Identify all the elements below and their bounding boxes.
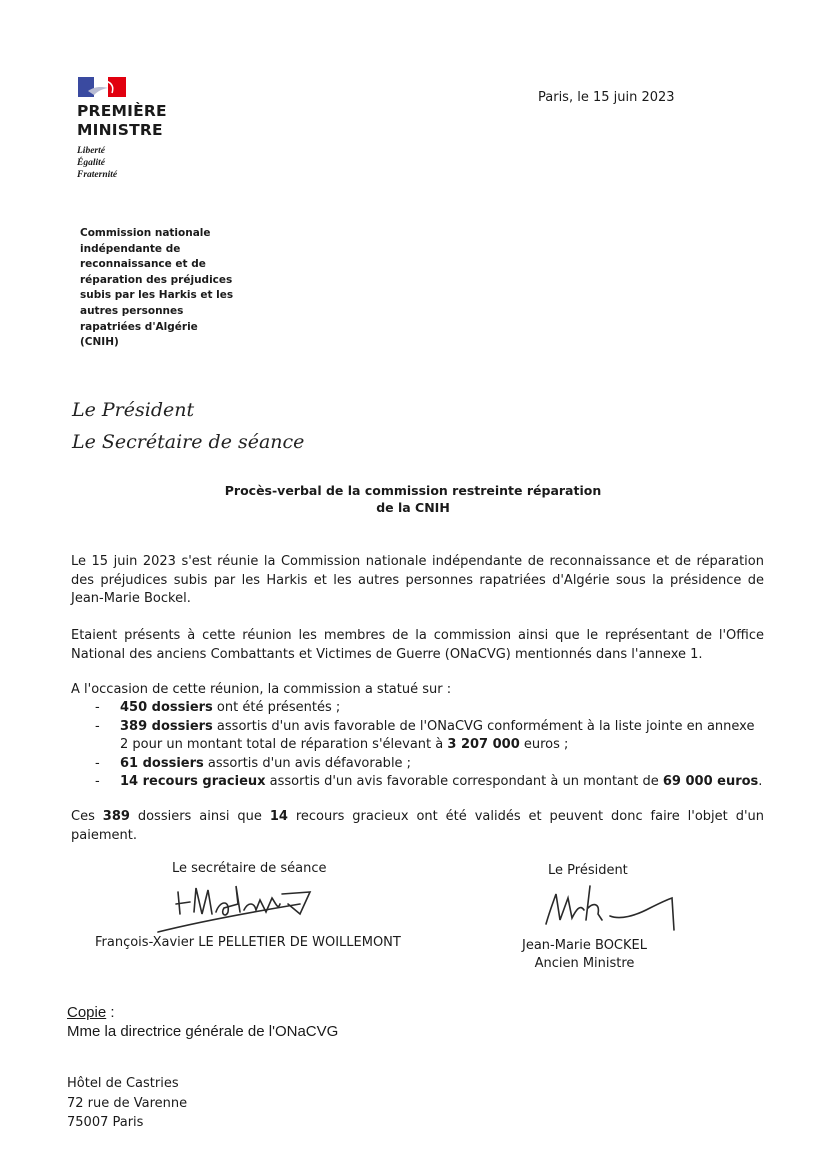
item-text: assortis d'un avis favorable correspondant à un montant de bbox=[265, 774, 663, 789]
paragraph-meeting: Le 15 juin 2023 s'est réunie la Commission nationale indépendante de reconnaissance et de réparation des préjudices subis par les Harkis et les autres personnes rapatriées d'Algérie sous la présidence de Jean-Marie Bockel. bbox=[71, 554, 764, 606]
list-item bbox=[71, 755, 764, 774]
closing-mid: dossiers ainsi que bbox=[129, 809, 270, 824]
president-name-block bbox=[522, 937, 647, 973]
motto-egalite: Égalité bbox=[77, 158, 105, 168]
paragraph-attendees: Etaient présents à cette réunion les membres de la commission ainsi que le représentant de l'Office National des anciens Combattants et Victimes de Guerre (ONaCVG) mentionnés dans l'annexe 1. bbox=[71, 628, 764, 662]
list-item bbox=[71, 773, 764, 792]
address-line-city: 75007 Paris bbox=[67, 1115, 144, 1130]
list-dash: - bbox=[95, 774, 100, 789]
paragraph-decisions-intro: A l'occasion de cette réunion, la commission a statué sur : bbox=[71, 682, 452, 697]
motto-liberte: Liberté bbox=[77, 146, 105, 156]
title-line2: de la CNIH bbox=[376, 500, 450, 515]
closing-rest: recours gracieux ont été validés et peuvent donc faire l'objet d'un paiement. bbox=[71, 809, 764, 843]
item-amount: 69 000 euros bbox=[662, 774, 759, 789]
president-title: Le Président bbox=[548, 863, 628, 878]
script-role-president: Le Président bbox=[72, 399, 195, 421]
copy-label: Copie bbox=[67, 1004, 107, 1021]
copy-sep: : bbox=[106, 1004, 115, 1021]
secretary-name: François-Xavier LE PELLETIER DE WOILLEMONT bbox=[95, 935, 401, 950]
list-dash: - bbox=[95, 700, 100, 715]
motto bbox=[77, 145, 117, 181]
list-item bbox=[71, 718, 764, 755]
item-text: assortis d'un avis favorable de l'ONaCVG conformément à la liste jointe en annexe 2 pour un montant total de réparation s'élevant à bbox=[120, 718, 755, 752]
list-dash: - bbox=[95, 755, 100, 771]
closing-count-recours: 14 bbox=[269, 809, 288, 824]
document-title bbox=[150, 482, 676, 516]
president-name: Jean-Marie BOCKEL bbox=[522, 938, 647, 953]
republic-logo bbox=[78, 77, 126, 97]
copy-section bbox=[67, 1003, 338, 1041]
letter-date: Paris, le 15 juin 2023 bbox=[538, 90, 675, 105]
secretary-title: Le secrétaire de séance bbox=[172, 861, 327, 876]
item-text: ont été présentés ; bbox=[212, 700, 341, 715]
script-role-secretary: Le Secrétaire de séance bbox=[72, 431, 305, 453]
copy-recipient: Mme la directrice générale de l'ONaCVG bbox=[67, 1023, 339, 1040]
item-text-end: . bbox=[758, 774, 763, 789]
item-count: 61 dossiers bbox=[120, 755, 204, 771]
organization-name: Commission nationale indépendante de reconnaissance et de réparation des préjudices subis par les Harkis et les autres personnes rapatriées d'Algérie (CNIH) bbox=[80, 227, 234, 349]
president-signature bbox=[540, 880, 685, 935]
government-name bbox=[77, 102, 167, 140]
paragraph-validation bbox=[71, 808, 764, 845]
gov-name-line2: MINISTRE bbox=[77, 121, 163, 139]
item-text-end: euros ; bbox=[519, 737, 569, 752]
address-line-street: 72 rue de Varenne bbox=[67, 1095, 188, 1111]
list-dash: - bbox=[95, 718, 100, 734]
title-line1: Procès-verbal de la commission restreinte réparation bbox=[224, 483, 602, 498]
item-count: 14 recours gracieux bbox=[120, 774, 266, 789]
closing-count-dossiers: 389 bbox=[102, 809, 130, 824]
item-amount: 3 207 000 bbox=[447, 737, 520, 752]
item-count: 389 dossiers bbox=[120, 718, 213, 734]
gov-name-line1: PREMIÈRE bbox=[77, 102, 167, 120]
decision-list bbox=[71, 699, 764, 792]
script-role-header bbox=[72, 394, 304, 458]
copy-heading bbox=[67, 1003, 338, 1022]
address-line-building: Hôtel de Castries bbox=[67, 1076, 179, 1091]
closing-pre: Ces bbox=[71, 809, 103, 824]
item-count: 450 dossiers bbox=[120, 700, 213, 715]
motto-fraternite: Fraternité bbox=[77, 170, 118, 180]
item-text: assortis d'un avis défavorable ; bbox=[203, 755, 412, 771]
address-block bbox=[67, 1074, 187, 1133]
president-role: Ancien Ministre bbox=[534, 956, 635, 971]
list-item bbox=[71, 699, 764, 718]
